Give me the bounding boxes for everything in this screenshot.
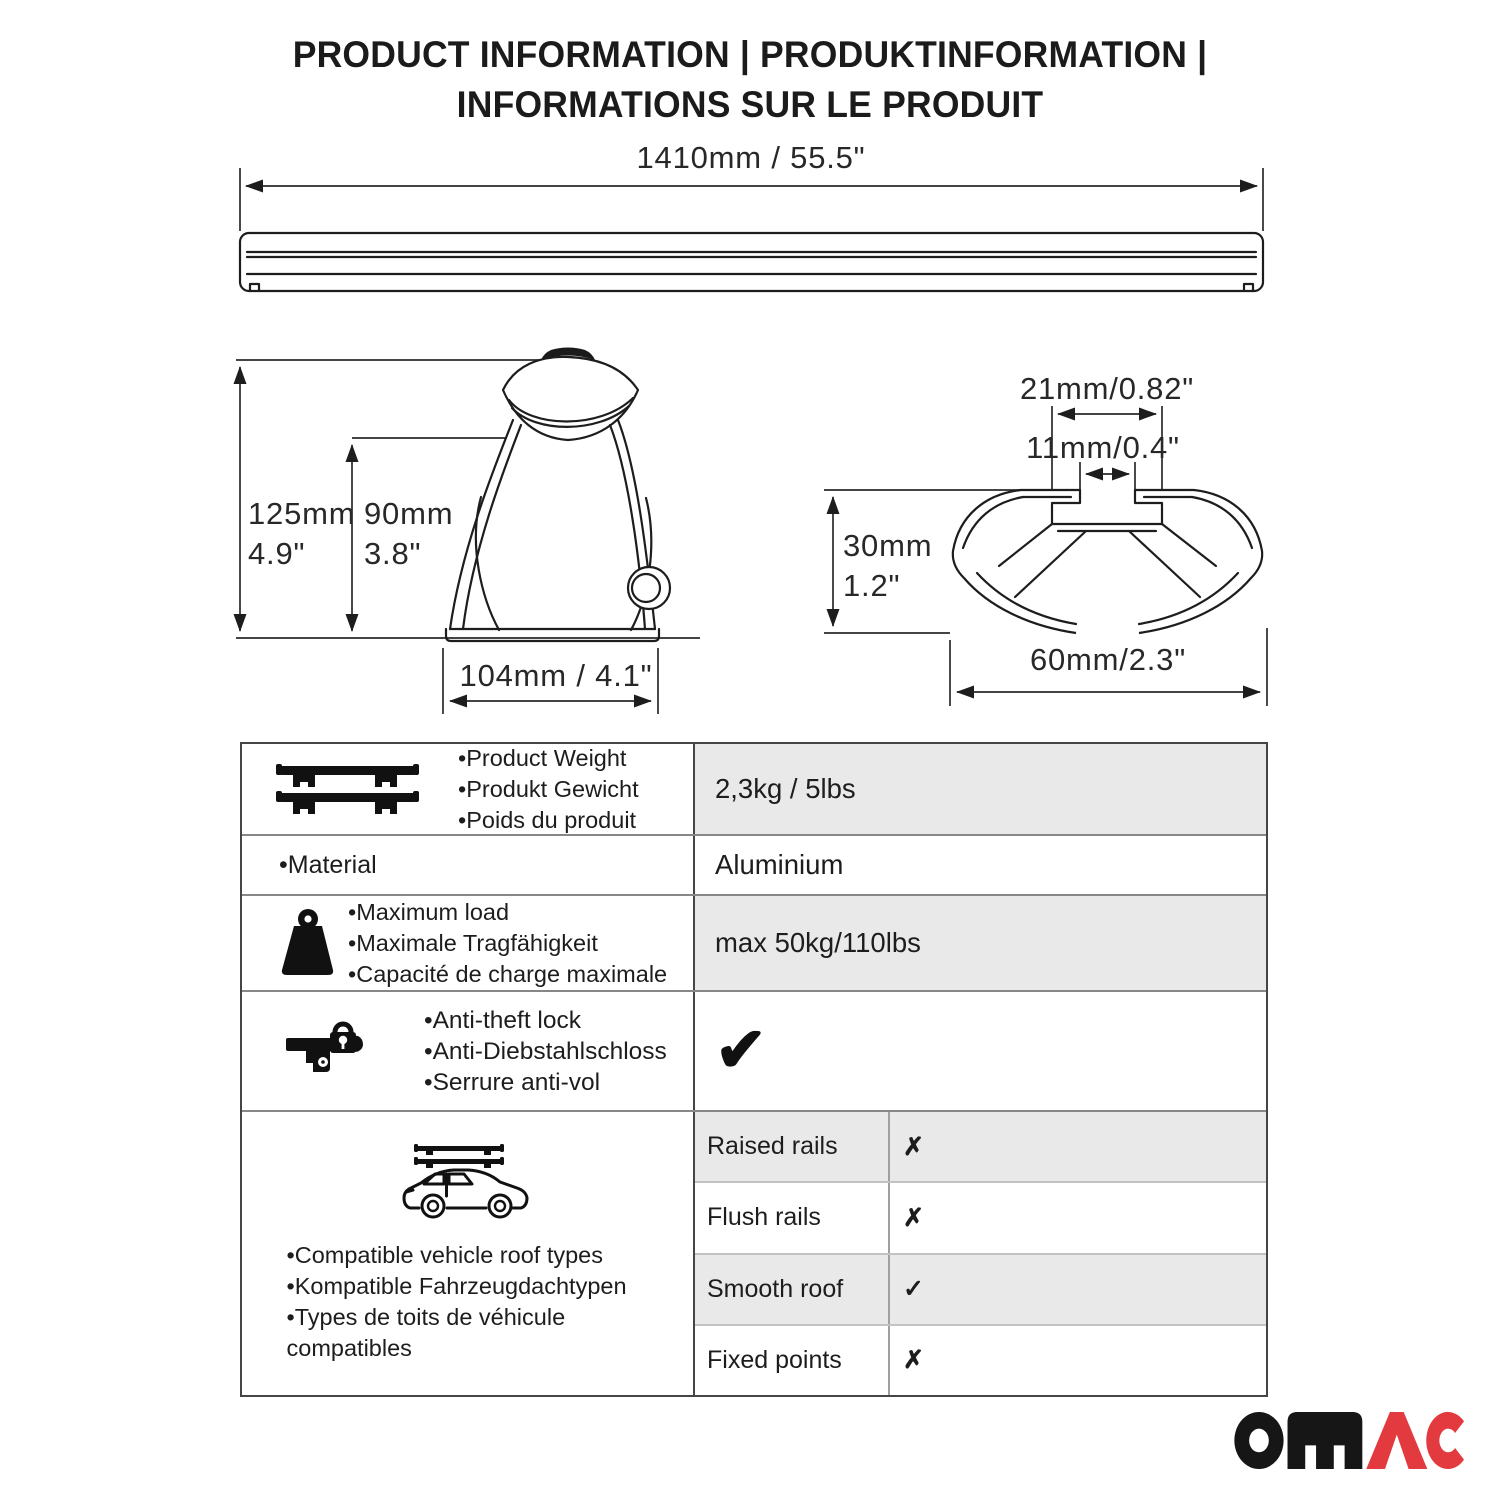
foot-clamp-height-mm-label: 90mm <box>364 496 454 531</box>
foot-clamp-height-in-label: 3.8" <box>364 536 422 571</box>
value-anti-theft <box>695 992 1266 1110</box>
foot-width-dim-label: 104mm / 4.1" <box>459 658 653 693</box>
raised-rails-mark: ✗ <box>903 1132 924 1161</box>
check-mark: ✔ <box>715 1016 767 1085</box>
table-row-roof-types <box>242 1110 1266 1395</box>
label-max-load: •Maximum load •Maximale Tragfähigkeit •Capacité de charge maximale <box>348 898 668 987</box>
subrow-raised-rails: Raised rails ✗ <box>695 1112 1266 1181</box>
profile-height-in-label: 1.2" <box>843 568 901 603</box>
label-product-weight: •Product Weight •Produkt Gewicht •Poids du produit <box>458 744 639 833</box>
flush-rails-mark: ✗ <box>903 1203 924 1232</box>
anti-theft-lock-icon <box>284 1020 376 1082</box>
label-cell-material <box>242 836 695 894</box>
label-cell-product-weight <box>242 744 695 834</box>
table-row-material <box>242 834 1266 894</box>
label-cell-anti-theft <box>242 992 695 1110</box>
value-max-load: max 50kg/110lbs <box>695 896 1266 990</box>
mounting-foot-drawing <box>236 348 700 715</box>
profile-height-mm-label: 30mm <box>843 528 933 563</box>
crossbar-length-drawing <box>240 140 1263 291</box>
spec-table <box>240 742 1268 1397</box>
table-row-product-weight <box>242 744 1266 834</box>
subrow-fixed-points: Fixed points ✗ <box>695 1324 1266 1395</box>
label-material: •Material <box>279 850 377 879</box>
table-row-anti-theft <box>242 990 1266 1110</box>
smooth-roof-mark: ✓ <box>903 1275 924 1304</box>
value-material: Aluminium <box>715 849 844 880</box>
value-product-weight: 2,3kg / 5lbs <box>695 744 1266 834</box>
title-line-2: INFORMATIONS SUR LE PRODUIT <box>456 84 1044 125</box>
crossbar-profile-drawing <box>824 371 1267 706</box>
profile-slot-width-label: 11mm/0.4" <box>1026 430 1180 465</box>
omac-logo <box>1233 1408 1470 1471</box>
label-anti-theft: •Anti-theft lock •Anti-Diebstahlschloss •Serrure anti-vol <box>424 1006 667 1096</box>
profile-width-label: 60mm/2.3" <box>1029 642 1187 677</box>
label-roof-types: •Compatible vehicle roof types •Kompatible Fahrzeugdachtypen •Types de toits de véhicule compatibles <box>286 1241 627 1361</box>
technical-drawings <box>0 0 1500 735</box>
roof-types-subtable <box>695 1112 1266 1395</box>
label-cell-max-load <box>242 896 695 990</box>
foot-height-mm-label: 125mm <box>248 496 356 531</box>
foot-height-in-label: 4.9" <box>248 536 306 571</box>
bar-length-dim-label: 1410mm / 55.5" <box>636 140 866 175</box>
subrow-flush-rails: Flush rails ✗ <box>695 1181 1266 1252</box>
profile-channel-width-label: 21mm/0.82" <box>1019 371 1195 406</box>
table-row-max-load <box>242 894 1266 990</box>
fixed-points-mark: ✗ <box>903 1346 924 1375</box>
label-cell-roof-types <box>242 1112 695 1395</box>
title-line-1: PRODUCT INFORMATION | PRODUKTINFORMATION | <box>292 34 1208 75</box>
car-roof-icon <box>402 1144 534 1224</box>
max-load-weight-icon <box>280 908 335 978</box>
crossbars-icon <box>275 762 420 816</box>
subrow-smooth-roof: Smooth roof ✓ <box>695 1253 1266 1324</box>
